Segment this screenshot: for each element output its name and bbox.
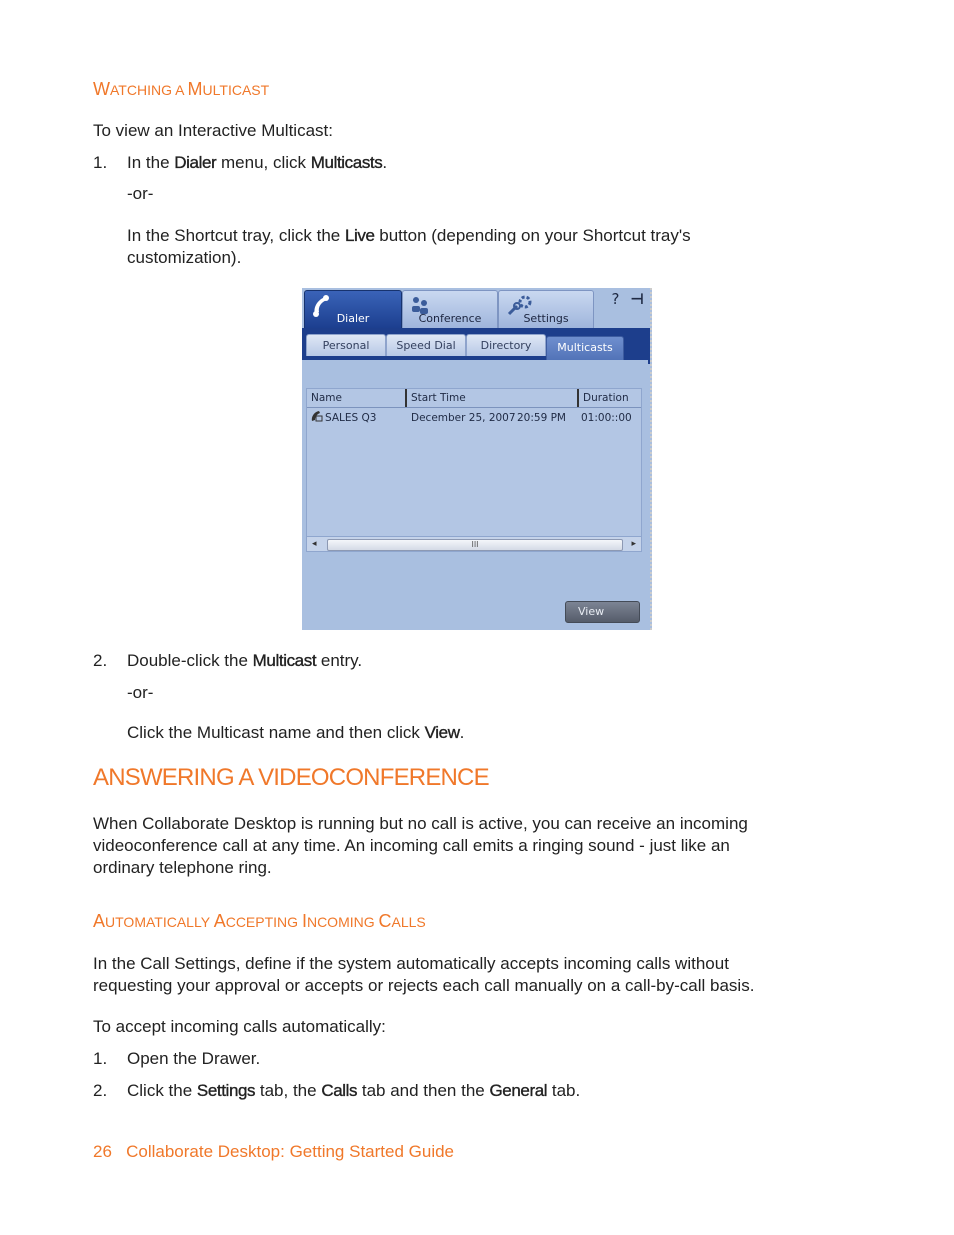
column-header-start-time[interactable]: Start Time <box>405 389 577 407</box>
page-footer <box>93 1141 454 1163</box>
step-2-text: Double-click the Multicast entry. <box>127 651 363 670</box>
scroll-right-icon[interactable]: ▸ <box>631 539 636 549</box>
or-separator: -or- <box>127 184 154 203</box>
section-heading-watching-multicast: WATCHING A MULTICAST <box>93 79 270 99</box>
horizontal-scrollbar[interactable] <box>306 536 642 552</box>
scroll-thumb[interactable]: III <box>327 539 623 551</box>
step-1-text: In the Dialer menu, click Multicasts. <box>127 153 388 172</box>
tab-conference[interactable] <box>402 290 498 328</box>
window-tools <box>612 290 644 308</box>
ui-term-calls: Calls <box>321 1081 358 1100</box>
tab-directory[interactable]: Directory <box>466 334 546 356</box>
table-row[interactable] <box>307 409 641 427</box>
tab-multicasts[interactable]: Multicasts <box>546 336 624 360</box>
step-number: 2. <box>93 1081 108 1100</box>
view-button[interactable]: View <box>565 601 640 623</box>
step-number: 1. <box>93 1049 108 1068</box>
pin-icon[interactable]: ⊣ <box>630 290 644 308</box>
tab-speed-dial[interactable]: Speed Dial <box>386 334 466 356</box>
footer-title: Collaborate Desktop: Getting Started Guide <box>126 1142 454 1161</box>
ui-term-dialer: Dialer <box>174 153 217 172</box>
step-1-alt-text: In the Shortcut tray, click the Live button (depending on your Shortcut tray's customization). <box>127 226 691 267</box>
section-heading-auto-accepting-calls: AUTOMATICALLY ACCEPTING INCOMING CALLS <box>93 911 426 931</box>
tab-label: Settings <box>523 312 569 325</box>
multicast-icon <box>310 409 324 429</box>
row-name: SALES Q3 <box>325 412 377 424</box>
tab-settings[interactable] <box>498 290 594 328</box>
help-icon[interactable]: ? <box>611 290 620 308</box>
step-1-text: Open the Drawer. <box>127 1049 261 1068</box>
ui-term-live: Live <box>344 226 375 245</box>
row-start-time: 20:59 PM <box>517 412 566 424</box>
step-number: 2. <box>93 651 108 670</box>
ui-term-multicast: Multicast <box>252 651 317 670</box>
ui-term-general: General <box>489 1081 548 1100</box>
ui-term-multicasts: Multicasts <box>310 153 383 172</box>
section-heading-answering-videoconference: ANSWERING A VIDEOCONFERENCE <box>93 764 489 791</box>
column-header-name[interactable]: Name <box>311 392 342 404</box>
column-header-duration[interactable]: Duration <box>577 389 643 407</box>
tab-label: Dialer <box>336 312 370 325</box>
intro-text: To accept incoming calls automatically: <box>93 1017 386 1036</box>
answering-paragraph: When Collaborate Desktop is running but no call is active, you can receive an incoming videoconference call at any time. An incoming call emits a ringing sound - just like an ordinary telephone ring. <box>93 814 748 877</box>
list-header <box>307 389 641 408</box>
tab-label: Conference <box>418 312 482 325</box>
tab-dialer[interactable] <box>304 290 402 328</box>
ui-term-view: View <box>424 723 460 742</box>
ui-term-settings: Settings <box>196 1081 256 1100</box>
row-duration: 01:00::00 <box>581 412 632 424</box>
intro-text: To view an Interactive Multicast: <box>93 121 333 140</box>
row-start-date: December 25, 2007 <box>411 412 516 424</box>
multicast-list <box>306 388 642 538</box>
multicasts-screenshot <box>302 288 652 630</box>
scroll-left-icon[interactable]: ◂ <box>312 539 317 549</box>
step-2-text: Click the Settings tab, the Calls tab and then the General tab. <box>127 1081 581 1100</box>
step-2-alt-text: Click the Multicast name and then click View. <box>127 723 465 742</box>
page-number: 26 <box>93 1142 112 1161</box>
tab-personal[interactable]: Personal <box>306 334 386 356</box>
or-separator: -or- <box>127 683 154 702</box>
step-number: 1. <box>93 153 108 172</box>
call-settings-paragraph: In the Call Settings, define if the system automatically accepts incoming calls without requesting your approval or accepts or rejects each call manually on a call-by-call basis. <box>93 954 755 995</box>
